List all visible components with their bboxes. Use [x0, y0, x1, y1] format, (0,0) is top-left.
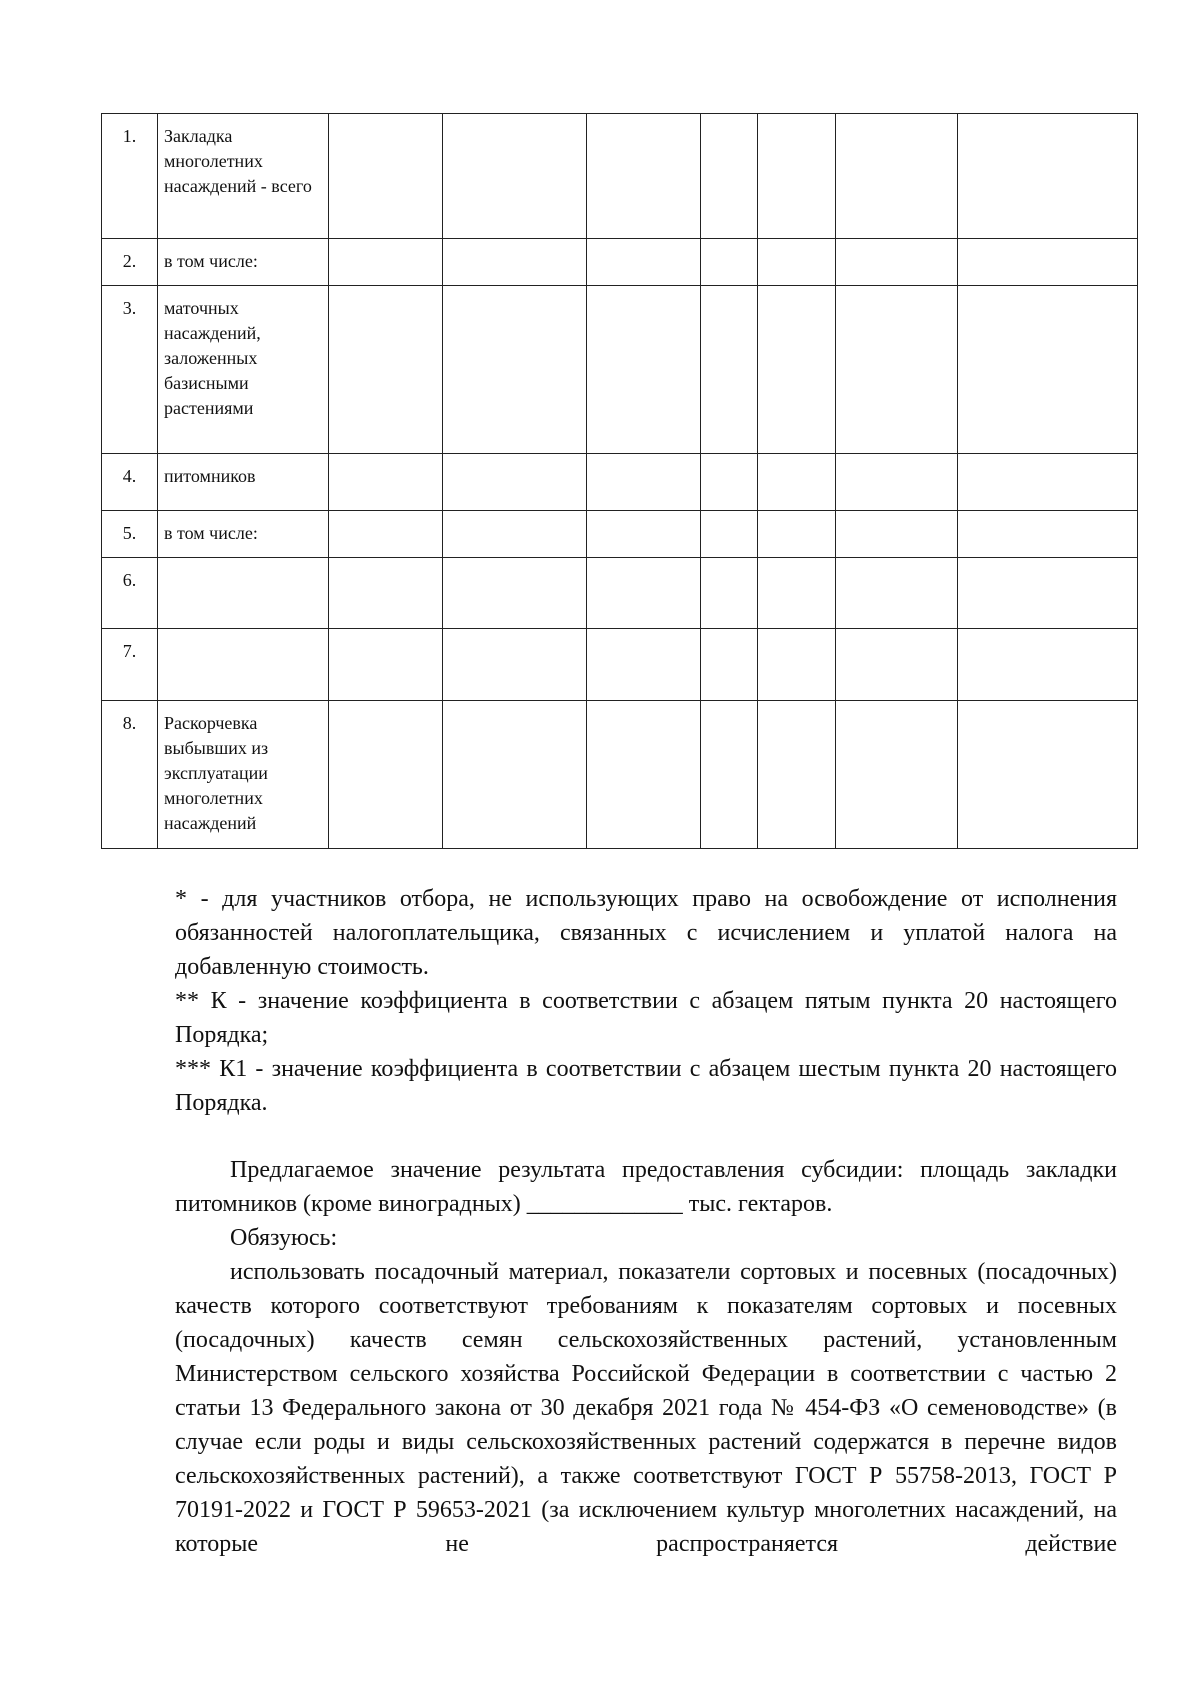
table-cell [443, 558, 587, 629]
table-cell [701, 511, 758, 558]
table-cell [836, 454, 958, 511]
table-cell [701, 286, 758, 454]
table-cell [329, 286, 443, 454]
table-cell [587, 558, 701, 629]
body-text [175, 1153, 1117, 1561]
footnote-k1: *** К1 - значение коэффициента в соответствии с абзацем шестым пункта 20 настоящего Порядка. [175, 1056, 1117, 1116]
footnotes [175, 882, 1117, 1120]
table-cell [701, 701, 758, 849]
table-cell [443, 701, 587, 849]
proposal-paragraph: Предлагаемое значение результата предоставления субсидии: площадь закладки питомников (кроме виноградных) _____________ тыс. гектаров. [175, 1157, 1117, 1217]
table-cell [587, 511, 701, 558]
row-name: Раскорчевка выбывших из эксплуатации многолетних насаждений [158, 701, 329, 849]
table-row [102, 239, 1138, 286]
table-cell [587, 239, 701, 286]
table-cell [958, 558, 1138, 629]
row-number: 2. [102, 239, 158, 286]
table-cell [758, 511, 836, 558]
table-cell [958, 701, 1138, 849]
table-cell [758, 239, 836, 286]
table-cell [836, 114, 958, 239]
row-name [158, 558, 329, 629]
table-cell [758, 701, 836, 849]
row-number: 5. [102, 511, 158, 558]
table-cell [443, 629, 587, 701]
row-number: 6. [102, 558, 158, 629]
table-row [102, 114, 1138, 239]
table-cell [443, 286, 587, 454]
table-cell [443, 239, 587, 286]
row-number: 8. [102, 701, 158, 849]
table-cell [587, 629, 701, 701]
table-cell [443, 114, 587, 239]
table-cell [836, 286, 958, 454]
row-name: маточных насаждений, заложенных базисными растениями [158, 286, 329, 454]
table-cell [329, 454, 443, 511]
table-cell [329, 511, 443, 558]
table-cell [443, 511, 587, 558]
row-name: питомников [158, 454, 329, 511]
table-cell [329, 558, 443, 629]
row-number: 1. [102, 114, 158, 239]
table-row [102, 286, 1138, 454]
table-cell [758, 114, 836, 239]
table-row [102, 701, 1138, 849]
table-cell [701, 114, 758, 239]
table-row [102, 511, 1138, 558]
table-cell [587, 114, 701, 239]
table-cell [443, 454, 587, 511]
table-cell [701, 454, 758, 511]
table-cell [701, 239, 758, 286]
table-cell [836, 701, 958, 849]
table-cell [958, 286, 1138, 454]
table-row [102, 629, 1138, 701]
data-table [101, 113, 1138, 849]
table-cell [329, 239, 443, 286]
table-cell [758, 558, 836, 629]
table-cell [758, 454, 836, 511]
row-name: Закладка многолетних насаждений - всего [158, 114, 329, 239]
table-cell [958, 239, 1138, 286]
table-cell [329, 629, 443, 701]
table-cell [329, 114, 443, 239]
table-cell [836, 629, 958, 701]
row-name: в том числе: [158, 239, 329, 286]
row-number: 4. [102, 454, 158, 511]
table-cell [587, 454, 701, 511]
table-cell [587, 286, 701, 454]
row-number: 3. [102, 286, 158, 454]
table-cell [701, 629, 758, 701]
table-cell [958, 114, 1138, 239]
row-name [158, 629, 329, 701]
commitment-paragraph: использовать посадочный материал, показатели сортовых и посевных (посадочных) качеств которого соответствуют требованиям к показателям сортовых и посевных (посадочных) качеств семян сельскохозяйственных растений, установленным Министерством сельского хозяйства Российской Федерации в соответствии с частью 2 статьи 13 Федерального закона от 30 декабря 2021 года № 454-ФЗ «О семеноводстве» (в случае если роды и виды сельскохозяйственных растений содержатся в перечне видов сельскохозяйственных растений), а также соответствуют ГОСТ Р 55758-2013, ГОСТ Р 70191-2022 и ГОСТ Р 59653-2021 (за исключением культур многолетних насаждений, на которые не распространяется действие [175, 1259, 1117, 1557]
commitment-heading: Обязуюсь: [230, 1225, 338, 1251]
table-cell [587, 701, 701, 849]
footnote-vat: * - для участников отбора, не использующих право на освобождение от исполнения обязанностей налогоплательщика, связанных с исчислением и уплатой налога на добавленную стоимость. [175, 886, 1117, 980]
table-cell [836, 558, 958, 629]
row-number: 7. [102, 629, 158, 701]
footnote-k: ** К - значение коэффициента в соответствии с абзацем пятым пункта 20 настоящего Порядка; [175, 988, 1117, 1048]
table-cell [958, 454, 1138, 511]
table-cell [758, 286, 836, 454]
row-name: в том числе: [158, 511, 329, 558]
table-cell [836, 511, 958, 558]
table-cell [701, 558, 758, 629]
table-cell [958, 511, 1138, 558]
table-cell [329, 701, 443, 849]
table-cell [758, 629, 836, 701]
table-row [102, 558, 1138, 629]
table-row [102, 454, 1138, 511]
table-cell [836, 239, 958, 286]
table-cell [958, 629, 1138, 701]
